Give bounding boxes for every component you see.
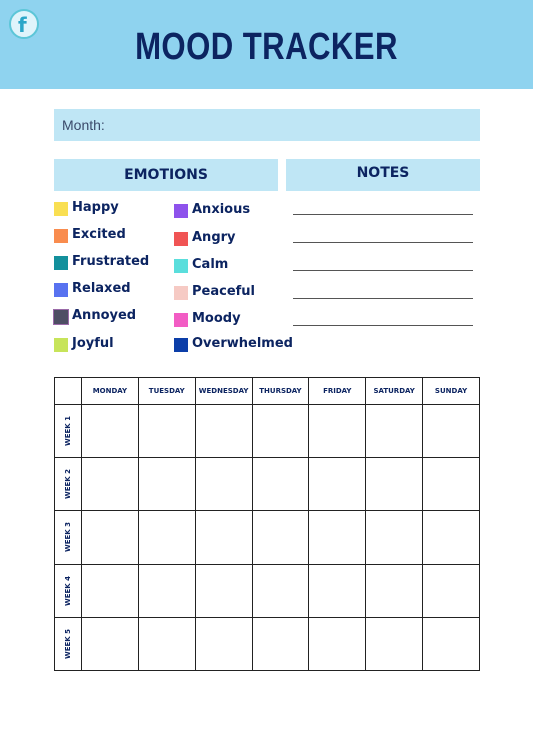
notes-line[interactable] — [293, 298, 473, 299]
day-cell[interactable] — [252, 458, 309, 511]
notes-line[interactable] — [293, 214, 473, 215]
emotion-label: Annoyed — [72, 308, 137, 323]
header-banner — [0, 0, 533, 89]
day-cell[interactable] — [366, 405, 423, 458]
app-logo-icon: f — [9, 9, 39, 39]
emotion-label: Relaxed — [72, 281, 131, 296]
day-cell[interactable] — [138, 458, 195, 511]
notes-header-label: NOTES — [356, 165, 410, 181]
week-label: WEEK 2 — [64, 469, 72, 500]
day-cell[interactable] — [138, 511, 195, 564]
week-row — [55, 405, 480, 458]
day-cell[interactable] — [309, 564, 366, 617]
day-cell[interactable] — [82, 617, 139, 670]
day-cell[interactable] — [195, 564, 252, 617]
day-cell[interactable] — [309, 617, 366, 670]
emotion-label: Moody — [192, 311, 241, 326]
mood-grid — [54, 377, 480, 671]
day-cell[interactable] — [423, 458, 480, 511]
day-header: WEDNESDAY — [195, 378, 252, 405]
day-cell[interactable] — [423, 405, 480, 458]
day-cell[interactable] — [138, 617, 195, 670]
day-cell[interactable] — [195, 458, 252, 511]
day-header: MONDAY — [82, 378, 139, 405]
emotion-label: Calm — [192, 257, 229, 272]
week-label: WEEK 4 — [64, 575, 72, 606]
notes-line[interactable] — [293, 242, 473, 243]
day-header: THURSDAY — [252, 378, 309, 405]
day-cell[interactable] — [309, 458, 366, 511]
week-row — [55, 511, 480, 564]
week-label: WEEK 1 — [64, 416, 72, 447]
day-cell[interactable] — [423, 617, 480, 670]
emotion-label: Peaceful — [192, 284, 256, 299]
emotion-label: Excited — [72, 227, 126, 242]
week-label-cell — [55, 617, 82, 670]
day-cell[interactable] — [252, 564, 309, 617]
color-swatch — [174, 286, 188, 300]
day-cell[interactable] — [195, 511, 252, 564]
week-row — [55, 564, 480, 617]
day-cell[interactable] — [138, 405, 195, 458]
day-cell[interactable] — [252, 405, 309, 458]
color-swatch — [174, 338, 188, 352]
color-swatch — [54, 338, 68, 352]
week-label: WEEK 3 — [64, 522, 72, 553]
day-cell[interactable] — [309, 405, 366, 458]
color-swatch — [54, 202, 68, 216]
day-cell[interactable] — [423, 511, 480, 564]
day-header: SUNDAY — [423, 378, 480, 405]
emotion-label: Happy — [72, 200, 119, 215]
color-swatch — [54, 283, 68, 297]
day-cell[interactable] — [366, 511, 423, 564]
week-label-cell — [55, 458, 82, 511]
month-label: Month: — [62, 117, 105, 133]
day-cell[interactable] — [82, 405, 139, 458]
day-header: TUESDAY — [138, 378, 195, 405]
day-cell[interactable] — [82, 458, 139, 511]
day-cell[interactable] — [366, 458, 423, 511]
color-swatch — [54, 310, 68, 324]
emotion-label: Overwhelmed — [192, 336, 293, 351]
page-title: MOOD TRACKER — [135, 26, 398, 68]
day-cell[interactable] — [252, 511, 309, 564]
day-cell[interactable] — [195, 405, 252, 458]
day-header: SATURDAY — [366, 378, 423, 405]
emotion-label: Frustrated — [72, 254, 150, 269]
week-label-cell — [55, 564, 82, 617]
week-label-cell — [55, 511, 82, 564]
week-label-cell — [55, 405, 82, 458]
emotions-header — [54, 159, 278, 191]
week-row — [55, 617, 480, 670]
week-row — [55, 458, 480, 511]
day-header: FRIDAY — [309, 378, 366, 405]
color-swatch — [174, 259, 188, 273]
grid-corner-cell — [55, 378, 82, 405]
day-cell[interactable] — [366, 564, 423, 617]
day-cell[interactable] — [423, 564, 480, 617]
color-swatch — [54, 229, 68, 243]
emotion-label: Joyful — [72, 336, 114, 351]
notes-header — [286, 159, 480, 191]
color-swatch — [54, 256, 68, 270]
color-swatch — [174, 232, 188, 246]
day-cell[interactable] — [366, 617, 423, 670]
month-field[interactable] — [54, 109, 480, 141]
emotion-label: Anxious — [192, 202, 251, 217]
notes-line[interactable] — [293, 270, 473, 271]
notes-line[interactable] — [293, 325, 473, 326]
day-cell[interactable] — [195, 617, 252, 670]
grid-header-row — [55, 378, 480, 405]
day-cell[interactable] — [82, 511, 139, 564]
week-label: WEEK 5 — [64, 628, 72, 659]
emotion-label: Angry — [192, 230, 236, 245]
emotions-header-label: EMOTIONS — [124, 167, 208, 183]
day-cell[interactable] — [82, 564, 139, 617]
day-cell[interactable] — [309, 511, 366, 564]
day-cell[interactable] — [138, 564, 195, 617]
color-swatch — [174, 204, 188, 218]
day-cell[interactable] — [252, 617, 309, 670]
color-swatch — [174, 313, 188, 327]
